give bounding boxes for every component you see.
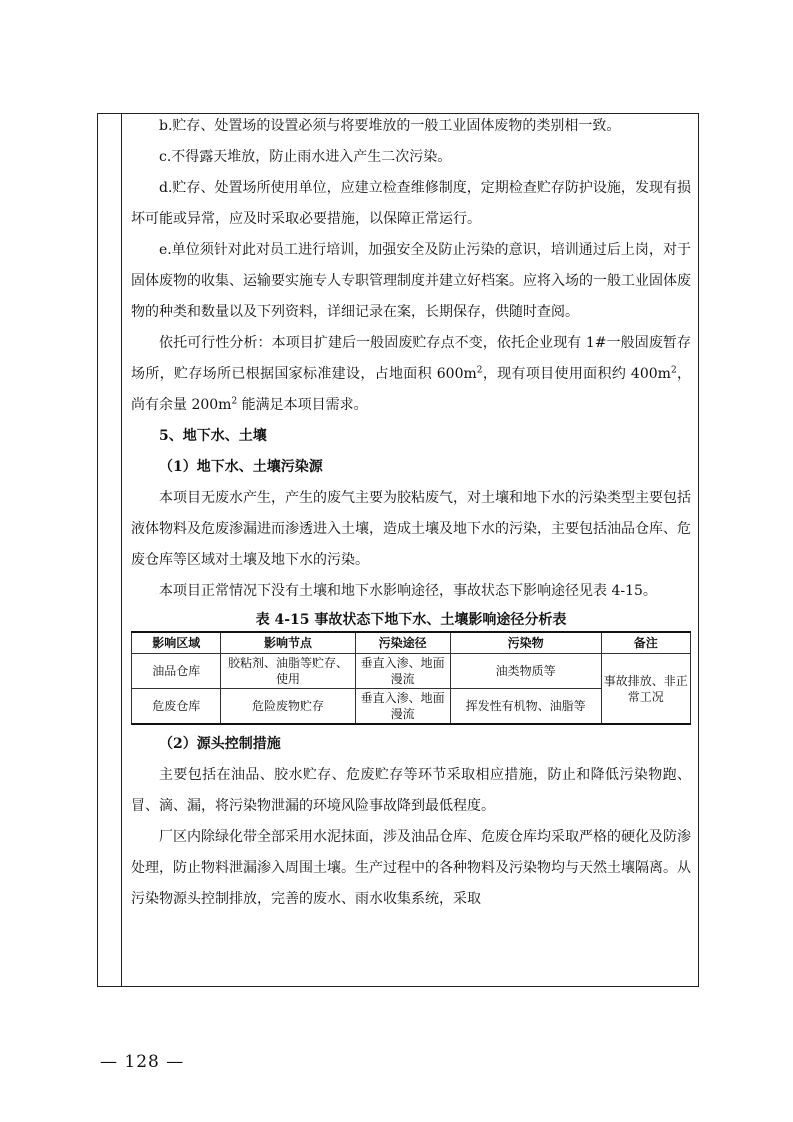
paragraph-pollution-source: 本项目无废水产生，产生的废气主要为胶粘废气，对土壤和地下水的污染类型主要包括液体物料及危废渗漏进而渗透进入土壤，造成土壤及地下水的污染，主要包括油品仓库、危废仓库等区域对土壤及地下水的污染。 <box>131 490 691 568</box>
header-pollutant: 污染物 <box>450 632 601 654</box>
cell-route: 垂直入渗、地面漫流 <box>355 654 450 689</box>
document-content <box>131 111 691 915</box>
impact-route-table <box>131 631 691 725</box>
feasibility-text-2: ，现有项目使用面积约 400m <box>482 366 671 382</box>
cell-pollutant: 油类物质等 <box>450 654 601 689</box>
cell-node: 胶粘剂、油脂等贮存、使用 <box>221 654 355 689</box>
page-number: — 128 — <box>100 1052 185 1072</box>
feasibility-text-3: ，尚有余量 200m <box>131 366 692 413</box>
cell-area: 油品仓库 <box>132 654 221 689</box>
subsection-2-heading: （2）源头控制措施 <box>159 736 281 752</box>
table-row <box>132 654 691 689</box>
cell-node: 危险废物贮存 <box>221 689 355 725</box>
paragraph-d: d.贮存、处置场所使用单位，应建立检查维修制度，定期检查贮存防护设施，发现有损坏可能或异常，应及时采取必要措施，以保障正常运行。 <box>131 180 691 227</box>
header-area: 影响区域 <box>132 632 221 654</box>
table-header-row <box>132 632 691 654</box>
feasibility-sup-3: 2 <box>231 396 238 407</box>
frame-left-column-line <box>121 113 122 987</box>
subsection-1-heading: （1）地下水、土壤污染源 <box>159 459 323 475</box>
feasibility-text-4: 能满足本项目需求。 <box>237 397 368 413</box>
paragraph-hardening: 厂区内除绿化带全部采用水泥抹面，涉及油品仓库、危废仓库均采取严格的硬化及防渗处理，防止物料泄漏渗入周围土壤。生产过程中的各种物料及污染物均与天然土壤隔离。从污染物源头控制排放，完善的废水、雨水收集系统，采取 <box>131 829 691 907</box>
header-remark: 备注 <box>601 632 690 654</box>
cell-area: 危废仓库 <box>132 689 221 725</box>
cell-route: 垂直入渗、地面漫流 <box>355 689 450 725</box>
feasibility-sup-1: 2 <box>476 365 483 376</box>
header-route: 污染途径 <box>355 632 450 654</box>
cell-pollutant: 挥发性有机物、油脂等 <box>450 689 601 725</box>
paragraph-c: c.不得露天堆放，防止雨水进入产生二次污染。 <box>159 149 452 165</box>
paragraph-e: e.单位须针对此对员工进行培训，加强安全及防止污染的意识，培训通过后上岗，对于固体废物的收集、运输要实施专人专职管理制度并建立好档案。应将入场的一般工业固体废物的种类和数量以及下列资料，详细记录在案，长期保存，供随时查阅。 <box>131 242 691 320</box>
section-5-heading: 5、地下水、土壤 <box>159 428 267 444</box>
feasibility-text-1: 依托可行性分析：本项目扩建后一般固废贮存点不变，依托企业现有 1#一般固废暂存场所，贮存场所已根据国家标准建设，占地面积 600m <box>131 335 691 382</box>
paragraph-b: b.贮存、处置场的设置必须与将要堆放的一般工业固体废物的类别相一致。 <box>159 118 621 134</box>
cell-remark: 事故排放、非正常工况 <box>601 654 690 725</box>
header-node: 影响节点 <box>221 632 355 654</box>
feasibility-sup-2: 2 <box>670 365 677 376</box>
paragraph-feasibility <box>131 328 691 421</box>
paragraph-impact-route: 本项目正常情况下没有土壤和地下水影响途径，事故状态下影响途径见表 4-15。 <box>159 583 657 599</box>
paragraph-source-control: 主要包括在油品、胶水贮存、危废贮存等环节采取相应措施，防止和降低污染物跑、冒、滴、漏，将污染物泄漏的环境风险事故降到最低程度。 <box>131 767 691 814</box>
table-caption: 表 4-15 事故状态下地下水、土壤影响途径分析表 <box>255 612 567 628</box>
